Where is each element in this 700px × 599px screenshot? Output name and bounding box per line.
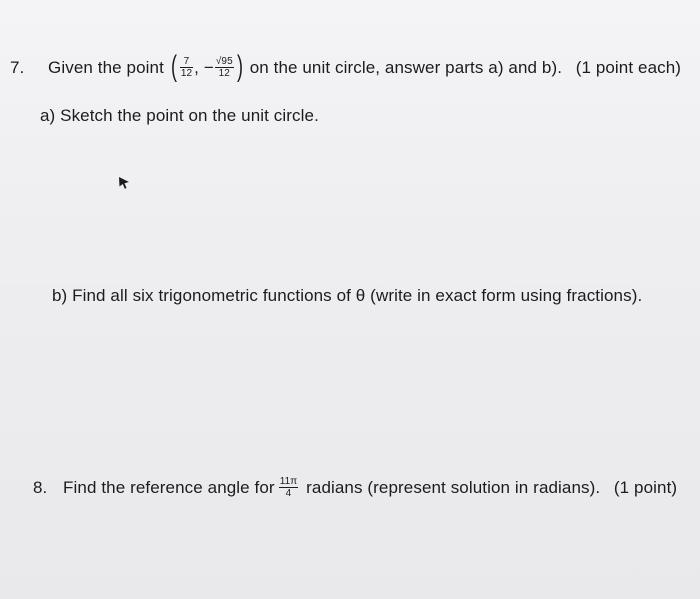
x-coordinate-fraction xyxy=(180,56,193,79)
question-8-text-after: radians (represent solution in radians). xyxy=(306,477,601,497)
question-7-text-after: on the unit circle, answer parts a) and b). xyxy=(249,57,563,77)
x-numerator: 7 xyxy=(183,56,190,67)
y-denominator: 12 xyxy=(215,67,234,79)
question-7-line xyxy=(10,49,682,83)
question-8-points: (1 point) xyxy=(613,477,678,497)
open-paren: ( xyxy=(170,49,177,83)
x-denominator: 12 xyxy=(180,68,193,79)
question-7-points: (1 point each) xyxy=(575,57,682,77)
y-coordinate-fraction xyxy=(215,56,234,79)
close-paren: ) xyxy=(236,49,243,83)
question-7-number: 7. xyxy=(10,57,25,77)
question-7-text-before: Given the point xyxy=(48,57,164,77)
question-7-part-a: a) Sketch the point on the unit circle. xyxy=(40,106,319,125)
arrow-cursor-icon xyxy=(117,176,131,190)
coordinate-comma: , xyxy=(194,57,199,77)
question-8-line xyxy=(33,477,677,500)
question-8-number: 8. xyxy=(33,477,48,497)
question-7-part-b: b) Find all six trigonometric functions of θ (write in exact form using fractions). xyxy=(52,286,643,305)
angle-numerator: 11π xyxy=(279,476,298,487)
minus-sign: − xyxy=(203,57,214,77)
y-numerator: √95 xyxy=(215,56,233,67)
angle-denominator: 4 xyxy=(279,487,299,499)
angle-fraction xyxy=(279,476,299,499)
question-8-text-before: Find the reference angle for xyxy=(63,477,275,497)
